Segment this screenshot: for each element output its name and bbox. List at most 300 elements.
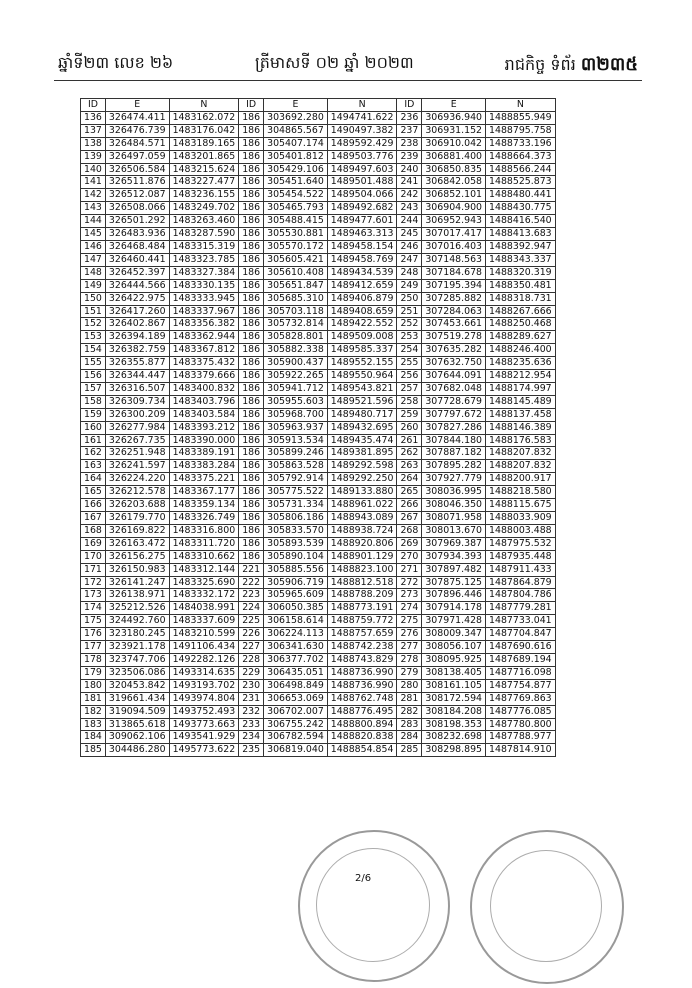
table-row	[81, 692, 556, 705]
northing-cell: 1483201.865	[169, 150, 239, 163]
id-cell: 186	[239, 215, 264, 228]
page-number-label: 2/6	[355, 873, 372, 884]
northing-cell: 1487704.847	[486, 628, 556, 641]
easting-cell: 305570.172	[264, 240, 328, 253]
easting-cell: 307827.286	[422, 421, 486, 434]
id-cell: 142	[81, 189, 106, 202]
id-cell: 230	[239, 679, 264, 692]
northing-cell: 1487769.863	[486, 692, 556, 705]
northing-cell: 1488820.838	[327, 731, 397, 744]
table-row	[81, 486, 556, 499]
id-cell: 147	[81, 253, 106, 266]
id-cell: 239	[397, 150, 422, 163]
id-cell: 157	[81, 382, 106, 395]
easting-cell: 319661.434	[105, 692, 169, 705]
id-cell: 284	[397, 731, 422, 744]
northing-cell: 1483227.477	[169, 176, 239, 189]
northing-cell: 1488812.518	[327, 576, 397, 589]
northing-cell: 1483315.319	[169, 240, 239, 253]
northing-cell: 1488176.583	[486, 434, 556, 447]
easting-cell: 326444.566	[105, 279, 169, 292]
easting-cell: 306341.630	[264, 641, 328, 654]
northing-cell: 1488566.244	[486, 163, 556, 176]
easting-cell: 307875.125	[422, 576, 486, 589]
header-gazette-page	[505, 52, 638, 79]
id-cell: 225	[239, 615, 264, 628]
id-cell: 267	[397, 512, 422, 525]
easting-cell: 326474.411	[105, 111, 169, 124]
id-cell: 257	[397, 382, 422, 395]
table-row	[81, 666, 556, 679]
id-cell: 183	[81, 718, 106, 731]
easting-cell: 305451.640	[264, 176, 328, 189]
easting-cell: 326460.441	[105, 253, 169, 266]
easting-cell: 326251.948	[105, 447, 169, 460]
easting-cell: 319094.509	[105, 705, 169, 718]
northing-cell: 1488920.806	[327, 537, 397, 550]
table-row	[81, 473, 556, 486]
northing-cell: 1483383.284	[169, 460, 239, 473]
northing-cell: 1488218.580	[486, 486, 556, 499]
column-header: ID	[397, 99, 422, 112]
northing-cell: 1488800.894	[327, 718, 397, 731]
table-row	[81, 163, 556, 176]
id-cell: 276	[397, 628, 422, 641]
easting-cell: 307914.178	[422, 602, 486, 615]
northing-cell: 1489381.895	[327, 447, 397, 460]
northing-cell: 1488430.775	[486, 202, 556, 215]
id-cell: 156	[81, 370, 106, 383]
northing-cell: 1483403.796	[169, 395, 239, 408]
easting-cell: 326452.397	[105, 266, 169, 279]
id-cell: 168	[81, 524, 106, 537]
northing-cell: 1488003.488	[486, 524, 556, 537]
table-row	[81, 705, 556, 718]
table-row	[81, 228, 556, 241]
easting-cell: 305965.609	[264, 589, 328, 602]
northing-cell: 1483316.800	[169, 524, 239, 537]
table-row	[81, 679, 556, 692]
easting-cell: 308095.925	[422, 653, 486, 666]
header-quarter: ត្រីមាសទី ០២ ឆ្នាំ ២០២៣	[255, 53, 414, 72]
easting-cell: 323747.706	[105, 653, 169, 666]
easting-cell: 323921.178	[105, 641, 169, 654]
table-row	[81, 382, 556, 395]
id-cell: 253	[397, 331, 422, 344]
easting-cell: 326212.578	[105, 486, 169, 499]
easting-cell: 307017.417	[422, 228, 486, 241]
easting-cell: 304865.567	[264, 124, 328, 137]
northing-cell: 1489480.717	[327, 408, 397, 421]
northing-cell: 1488413.683	[486, 228, 556, 241]
id-cell: 186	[239, 228, 264, 241]
table-row	[81, 150, 556, 163]
easting-cell: 305828.801	[264, 331, 328, 344]
easting-cell: 326277.984	[105, 421, 169, 434]
id-cell: 186	[239, 253, 264, 266]
easting-cell: 307927.779	[422, 473, 486, 486]
id-cell: 138	[81, 137, 106, 150]
northing-cell: 1493193.702	[169, 679, 239, 692]
id-cell: 186	[239, 395, 264, 408]
id-cell: 186	[239, 524, 264, 537]
northing-cell: 1489492.682	[327, 202, 397, 215]
northing-cell: 1483362.944	[169, 331, 239, 344]
northing-cell: 1483215.624	[169, 163, 239, 176]
easting-cell: 306952.943	[422, 215, 486, 228]
easting-cell: 308071.958	[422, 512, 486, 525]
northing-cell: 1487780.800	[486, 718, 556, 731]
table-row	[81, 305, 556, 318]
id-cell: 150	[81, 292, 106, 305]
easting-cell: 305899.246	[264, 447, 328, 460]
northing-cell: 1487814.910	[486, 744, 556, 757]
northing-cell: 1483367.812	[169, 344, 239, 357]
id-cell: 186	[239, 473, 264, 486]
id-cell: 175	[81, 615, 106, 628]
id-cell: 252	[397, 318, 422, 331]
id-cell: 250	[397, 292, 422, 305]
northing-cell: 1488759.772	[327, 615, 397, 628]
id-cell: 234	[239, 731, 264, 744]
easting-cell: 304486.280	[105, 744, 169, 757]
easting-cell: 306936.940	[422, 111, 486, 124]
northing-cell: 1483375.432	[169, 357, 239, 370]
northing-cell: 1488823.100	[327, 563, 397, 576]
id-cell: 262	[397, 447, 422, 460]
id-cell: 275	[397, 615, 422, 628]
northing-cell: 1488743.829	[327, 653, 397, 666]
easting-cell: 306377.702	[264, 653, 328, 666]
id-cell: 255	[397, 357, 422, 370]
id-cell: 186	[239, 512, 264, 525]
easting-cell: 305906.719	[264, 576, 328, 589]
easting-cell: 306782.594	[264, 731, 328, 744]
northing-cell: 1489550.964	[327, 370, 397, 383]
id-cell: 186	[239, 460, 264, 473]
northing-cell: 1487788.977	[486, 731, 556, 744]
id-cell: 274	[397, 602, 422, 615]
id-cell: 260	[397, 421, 422, 434]
easting-cell: 326150.983	[105, 563, 169, 576]
easting-cell: 326508.066	[105, 202, 169, 215]
easting-cell: 305685.310	[264, 292, 328, 305]
easting-cell: 305792.914	[264, 473, 328, 486]
table-row	[81, 615, 556, 628]
table-row	[81, 124, 556, 137]
id-cell: 153	[81, 331, 106, 344]
northing-cell: 1493314.635	[169, 666, 239, 679]
column-header: N	[327, 99, 397, 112]
id-cell: 141	[81, 176, 106, 189]
northing-cell: 1493974.804	[169, 692, 239, 705]
northing-cell: 1492282.126	[169, 653, 239, 666]
easting-cell: 305922.265	[264, 370, 328, 383]
table-row	[81, 576, 556, 589]
northing-cell: 1488901.129	[327, 550, 397, 563]
easting-cell: 308046.350	[422, 499, 486, 512]
northing-cell: 1483323.785	[169, 253, 239, 266]
id-cell: 186	[239, 357, 264, 370]
northing-cell: 1488664.373	[486, 150, 556, 163]
northing-cell: 1488943.089	[327, 512, 397, 525]
northing-cell: 1489133.880	[327, 486, 397, 499]
id-cell: 254	[397, 344, 422, 357]
easting-cell: 303692.280	[264, 111, 328, 124]
easting-cell: 306158.614	[264, 615, 328, 628]
northing-cell: 1493752.493	[169, 705, 239, 718]
northing-cell: 1483327.384	[169, 266, 239, 279]
easting-cell: 307195.394	[422, 279, 486, 292]
id-cell: 186	[239, 124, 264, 137]
northing-cell: 1483263.460	[169, 215, 239, 228]
northing-cell: 1489501.488	[327, 176, 397, 189]
id-cell: 158	[81, 395, 106, 408]
table-row	[81, 602, 556, 615]
id-cell: 280	[397, 679, 422, 692]
id-cell: 265	[397, 486, 422, 499]
id-cell: 186	[239, 266, 264, 279]
easting-cell: 308013.670	[422, 524, 486, 537]
easting-cell: 320453.842	[105, 679, 169, 692]
header-year-issue: ឆ្នាំទី២៣ លេខ ២៦	[58, 53, 174, 72]
northing-cell: 1483359.134	[169, 499, 239, 512]
id-cell: 186	[239, 370, 264, 383]
northing-cell: 1489422.552	[327, 318, 397, 331]
northing-cell: 1489543.821	[327, 382, 397, 395]
table-row	[81, 408, 556, 421]
northing-cell: 1489435.474	[327, 434, 397, 447]
id-cell: 261	[397, 434, 422, 447]
id-cell: 144	[81, 215, 106, 228]
northing-cell: 1488788.209	[327, 589, 397, 602]
id-cell: 256	[397, 370, 422, 383]
northing-cell: 1488773.191	[327, 602, 397, 615]
northing-cell: 1491106.434	[169, 641, 239, 654]
easting-cell: 323506.086	[105, 666, 169, 679]
northing-cell: 1483325.690	[169, 576, 239, 589]
easting-cell: 306819.040	[264, 744, 328, 757]
id-cell: 136	[81, 111, 106, 124]
easting-cell: 307896.446	[422, 589, 486, 602]
table-row	[81, 718, 556, 731]
easting-cell: 326241.597	[105, 460, 169, 473]
easting-cell: 306050.385	[264, 602, 328, 615]
id-cell: 181	[81, 692, 106, 705]
easting-cell: 307682.048	[422, 382, 486, 395]
easting-cell: 305401.812	[264, 150, 328, 163]
id-cell: 172	[81, 576, 106, 589]
table-row	[81, 215, 556, 228]
northing-cell: 1487935.448	[486, 550, 556, 563]
easting-cell: 305882.338	[264, 344, 328, 357]
id-cell: 238	[397, 137, 422, 150]
northing-cell: 1494741.622	[327, 111, 397, 124]
easting-cell: 308161.105	[422, 679, 486, 692]
northing-cell: 1483375.221	[169, 473, 239, 486]
easting-cell: 306702.007	[264, 705, 328, 718]
id-cell: 186	[239, 318, 264, 331]
northing-cell: 1490497.382	[327, 124, 397, 137]
table-row	[81, 318, 556, 331]
easting-cell: 305703.118	[264, 305, 328, 318]
easting-cell: 305890.104	[264, 550, 328, 563]
id-cell: 232	[239, 705, 264, 718]
table-row	[81, 421, 556, 434]
easting-cell: 305913.534	[264, 434, 328, 447]
easting-cell: 326355.877	[105, 357, 169, 370]
easting-cell: 326417.260	[105, 305, 169, 318]
northing-cell: 1483379.666	[169, 370, 239, 383]
northing-cell: 1483332.172	[169, 589, 239, 602]
easting-cell: 305429.106	[264, 163, 328, 176]
easting-cell: 305955.603	[264, 395, 328, 408]
column-header: E	[105, 99, 169, 112]
table-row	[81, 460, 556, 473]
page-header	[58, 52, 638, 78]
id-cell: 155	[81, 357, 106, 370]
northing-cell: 1488938.724	[327, 524, 397, 537]
id-cell: 177	[81, 641, 106, 654]
id-cell: 164	[81, 473, 106, 486]
easting-cell: 324492.760	[105, 615, 169, 628]
easting-cell: 305941.712	[264, 382, 328, 395]
table-row	[81, 176, 556, 189]
easting-cell: 326483.936	[105, 228, 169, 241]
northing-cell: 1483236.155	[169, 189, 239, 202]
northing-cell: 1495773.622	[169, 744, 239, 757]
id-cell: 228	[239, 653, 264, 666]
northing-cell: 1483389.191	[169, 447, 239, 460]
easting-cell: 308009.347	[422, 628, 486, 641]
id-cell: 226	[239, 628, 264, 641]
easting-cell: 307644.091	[422, 370, 486, 383]
easting-cell: 308232.698	[422, 731, 486, 744]
easting-cell: 305651.847	[264, 279, 328, 292]
id-cell: 186	[239, 279, 264, 292]
id-cell: 161	[81, 434, 106, 447]
id-cell: 186	[239, 137, 264, 150]
id-cell: 243	[397, 202, 422, 215]
table-row	[81, 550, 556, 563]
easting-cell: 326224.220	[105, 473, 169, 486]
id-cell: 258	[397, 395, 422, 408]
northing-cell: 1484038.991	[169, 602, 239, 615]
easting-cell: 306850.835	[422, 163, 486, 176]
easting-cell: 326179.770	[105, 512, 169, 525]
id-cell: 151	[81, 305, 106, 318]
id-cell: 143	[81, 202, 106, 215]
northing-cell: 1483337.967	[169, 305, 239, 318]
northing-cell: 1483326.749	[169, 512, 239, 525]
easting-cell: 306881.400	[422, 150, 486, 163]
easting-cell: 305900.437	[264, 357, 328, 370]
id-cell: 221	[239, 563, 264, 576]
easting-cell: 305732.814	[264, 318, 328, 331]
easting-cell: 326511.876	[105, 176, 169, 189]
easting-cell: 307969.387	[422, 537, 486, 550]
easting-cell: 307934.393	[422, 550, 486, 563]
table-row	[81, 512, 556, 525]
northing-cell: 1487864.879	[486, 576, 556, 589]
easting-cell: 326267.735	[105, 434, 169, 447]
id-cell: 248	[397, 266, 422, 279]
easting-cell: 307797.672	[422, 408, 486, 421]
easting-cell: 326497.059	[105, 150, 169, 163]
id-cell: 186	[239, 434, 264, 447]
easting-cell: 308172.594	[422, 692, 486, 705]
id-cell: 236	[397, 111, 422, 124]
northing-cell: 1488854.854	[327, 744, 397, 757]
id-cell: 245	[397, 228, 422, 241]
northing-cell: 1488795.758	[486, 124, 556, 137]
northing-cell: 1483176.042	[169, 124, 239, 137]
northing-cell: 1489434.539	[327, 266, 397, 279]
id-cell: 186	[239, 421, 264, 434]
northing-cell: 1488733.196	[486, 137, 556, 150]
northing-cell: 1483333.945	[169, 292, 239, 305]
easting-cell: 307887.182	[422, 447, 486, 460]
id-cell: 174	[81, 602, 106, 615]
northing-cell: 1487776.085	[486, 705, 556, 718]
northing-cell: 1488343.337	[486, 253, 556, 266]
table-row	[81, 253, 556, 266]
id-cell: 223	[239, 589, 264, 602]
id-cell: 283	[397, 718, 422, 731]
table-row	[81, 434, 556, 447]
id-cell: 259	[397, 408, 422, 421]
id-cell: 277	[397, 641, 422, 654]
id-cell: 186	[239, 382, 264, 395]
table-row	[81, 589, 556, 602]
northing-cell: 1488207.832	[486, 447, 556, 460]
table-row	[81, 447, 556, 460]
northing-cell: 1488525.873	[486, 176, 556, 189]
id-cell: 186	[239, 202, 264, 215]
northing-cell: 1487804.786	[486, 589, 556, 602]
northing-cell: 1488250.468	[486, 318, 556, 331]
easting-cell: 308298.895	[422, 744, 486, 757]
easting-cell: 307148.563	[422, 253, 486, 266]
northing-cell: 1483356.382	[169, 318, 239, 331]
id-cell: 224	[239, 602, 264, 615]
id-cell: 240	[397, 163, 422, 176]
easting-cell: 326300.209	[105, 408, 169, 421]
id-cell: 251	[397, 305, 422, 318]
northing-cell: 1488736.990	[327, 679, 397, 692]
northing-cell: 1488145.489	[486, 395, 556, 408]
northing-cell: 1483210.599	[169, 628, 239, 641]
easting-cell: 326316.507	[105, 382, 169, 395]
table-row	[81, 744, 556, 757]
column-header: ID	[239, 99, 264, 112]
id-cell: 186	[239, 486, 264, 499]
header-gazette-label: រាជកិច្ច ទំព័រ	[504, 55, 581, 74]
table-row	[81, 357, 556, 370]
id-cell: 186	[239, 499, 264, 512]
table-row	[81, 628, 556, 641]
column-header: N	[169, 99, 239, 112]
easting-cell: 326169.822	[105, 524, 169, 537]
easting-cell: 305863.528	[264, 460, 328, 473]
id-cell: 271	[397, 563, 422, 576]
id-cell: 176	[81, 628, 106, 641]
easting-cell: 307184.678	[422, 266, 486, 279]
northing-cell: 1489458.154	[327, 240, 397, 253]
id-cell: 268	[397, 524, 422, 537]
easting-cell: 326402.867	[105, 318, 169, 331]
table-row	[81, 202, 556, 215]
